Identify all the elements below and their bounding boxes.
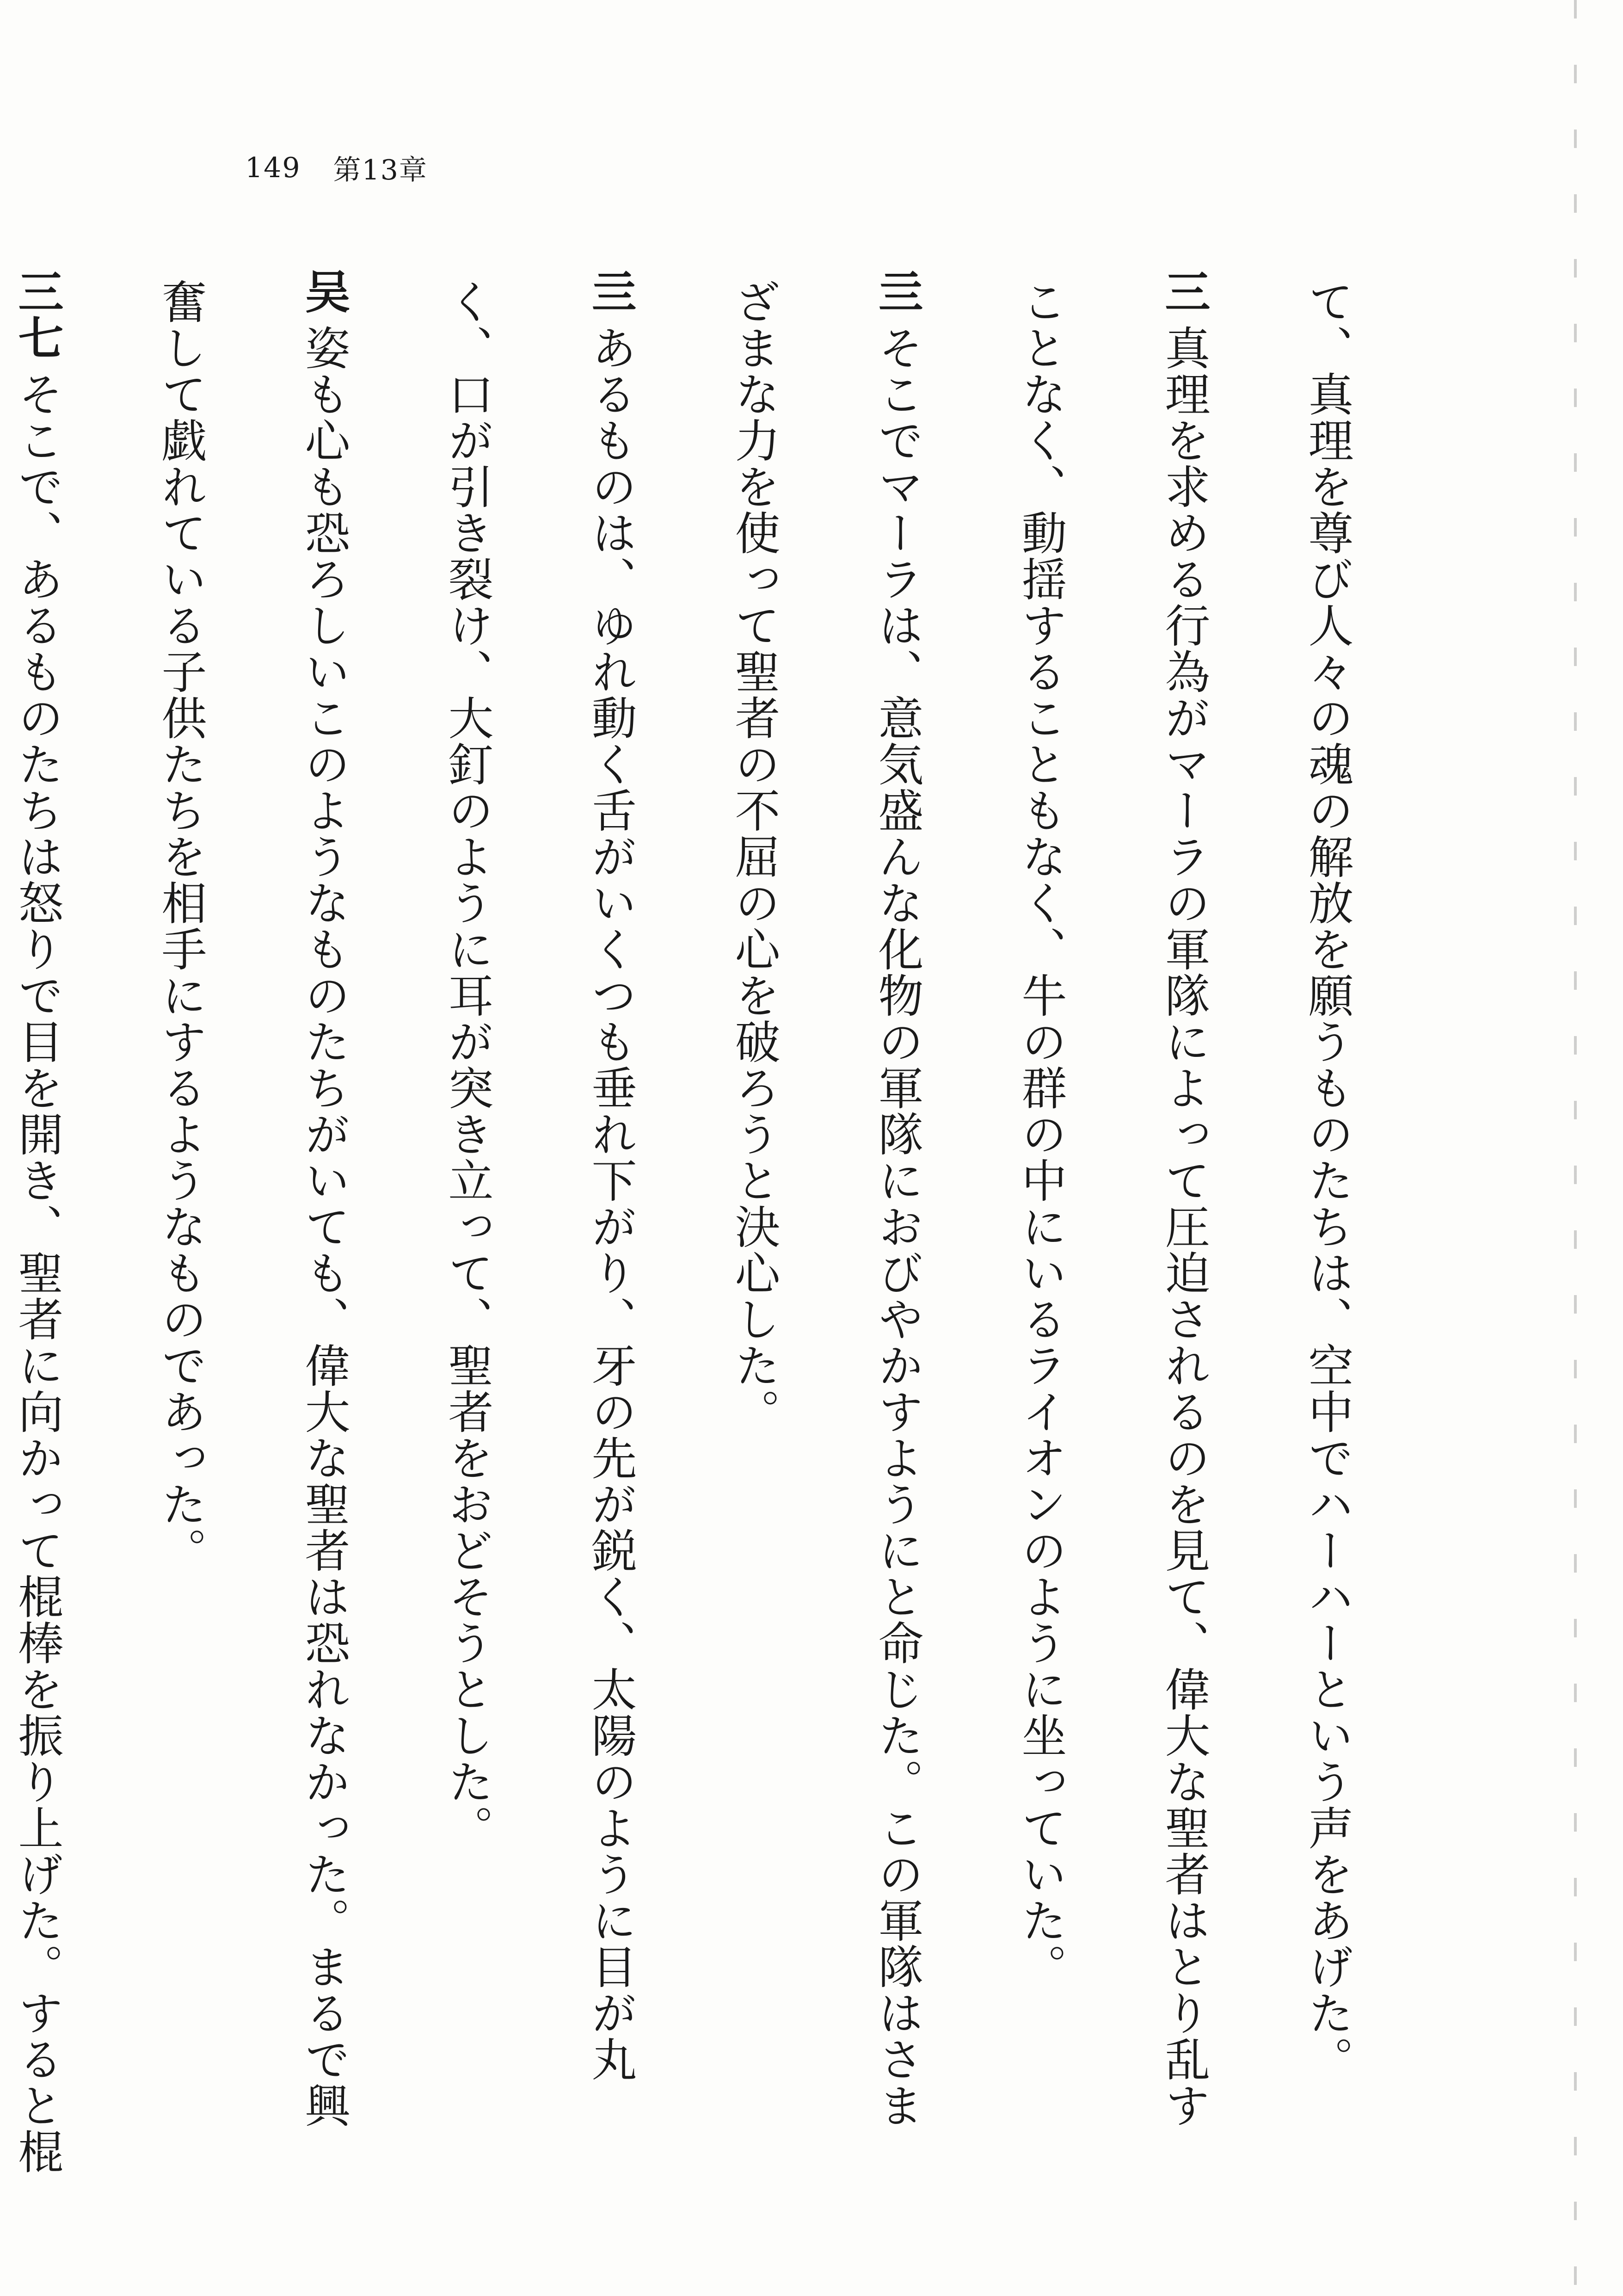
text-line xyxy=(539,268,682,2142)
line-text: あるものは、ゆれ動く舌がいくつも垂れ下がり、牙の先が鋭く、太陽のように目が丸 xyxy=(584,325,637,2082)
text-line xyxy=(252,268,395,2142)
verse-number: 亖 xyxy=(871,268,924,315)
text-line xyxy=(1255,268,1399,2142)
line-text: ざまな力を使って聖者の不屈の心を破ろうと決心した。 xyxy=(727,278,780,1435)
text-line xyxy=(1112,268,1255,2142)
verse-number: 亖 xyxy=(584,268,637,315)
chapter-title: 第13章 xyxy=(333,154,428,186)
line-text: 奮して戯れている子供たちを相手にするようなものであった。 xyxy=(154,278,207,1574)
line-text: そこで、あるものたちは怒りで目を開き、聖者に向かって棍棒を振り上げた。すると棍 xyxy=(11,371,63,2175)
text-line xyxy=(969,268,1112,2142)
body-text xyxy=(11,268,1399,2175)
scan-edge-artifact xyxy=(1574,0,1577,2296)
line-text: 姿も心も恐ろしいこのようなものたちがいても、偉大な聖者は恐れなかった。まるで興 xyxy=(297,325,350,2129)
text-line xyxy=(395,268,539,2142)
verse-number: 三七 xyxy=(11,268,64,361)
line-text: て、真理を尊び人々の魂の解放を願うものたちは、空中でハーハーという声をあげた。 xyxy=(1301,278,1353,2082)
page-header xyxy=(245,147,428,189)
line-text: そこでマーラは、意気盛んな化物の軍隊におびやかすようにと命じた。この軍隊はさま xyxy=(871,325,923,2129)
text-line xyxy=(682,268,825,2142)
line-text: 真理を求める行為がマーラの軍隊によって圧迫されるのを見て、偉大な聖者はとり乱す xyxy=(1157,325,1210,2129)
text-line xyxy=(0,268,109,2175)
verse-number: 三 xyxy=(1157,268,1211,315)
text-line xyxy=(825,268,969,2142)
line-text: く、口が引き裂け、大釘のように耳が突き立って、聖者をおどそうとした。 xyxy=(441,278,493,1851)
text-line xyxy=(109,268,252,2142)
page-number: 149 xyxy=(245,152,301,184)
verse-number: 吴 xyxy=(297,268,350,315)
line-text: ことなく、動揺することもなく、牛の群の中にいるライオンのように坐っていた。 xyxy=(1014,278,1067,1990)
